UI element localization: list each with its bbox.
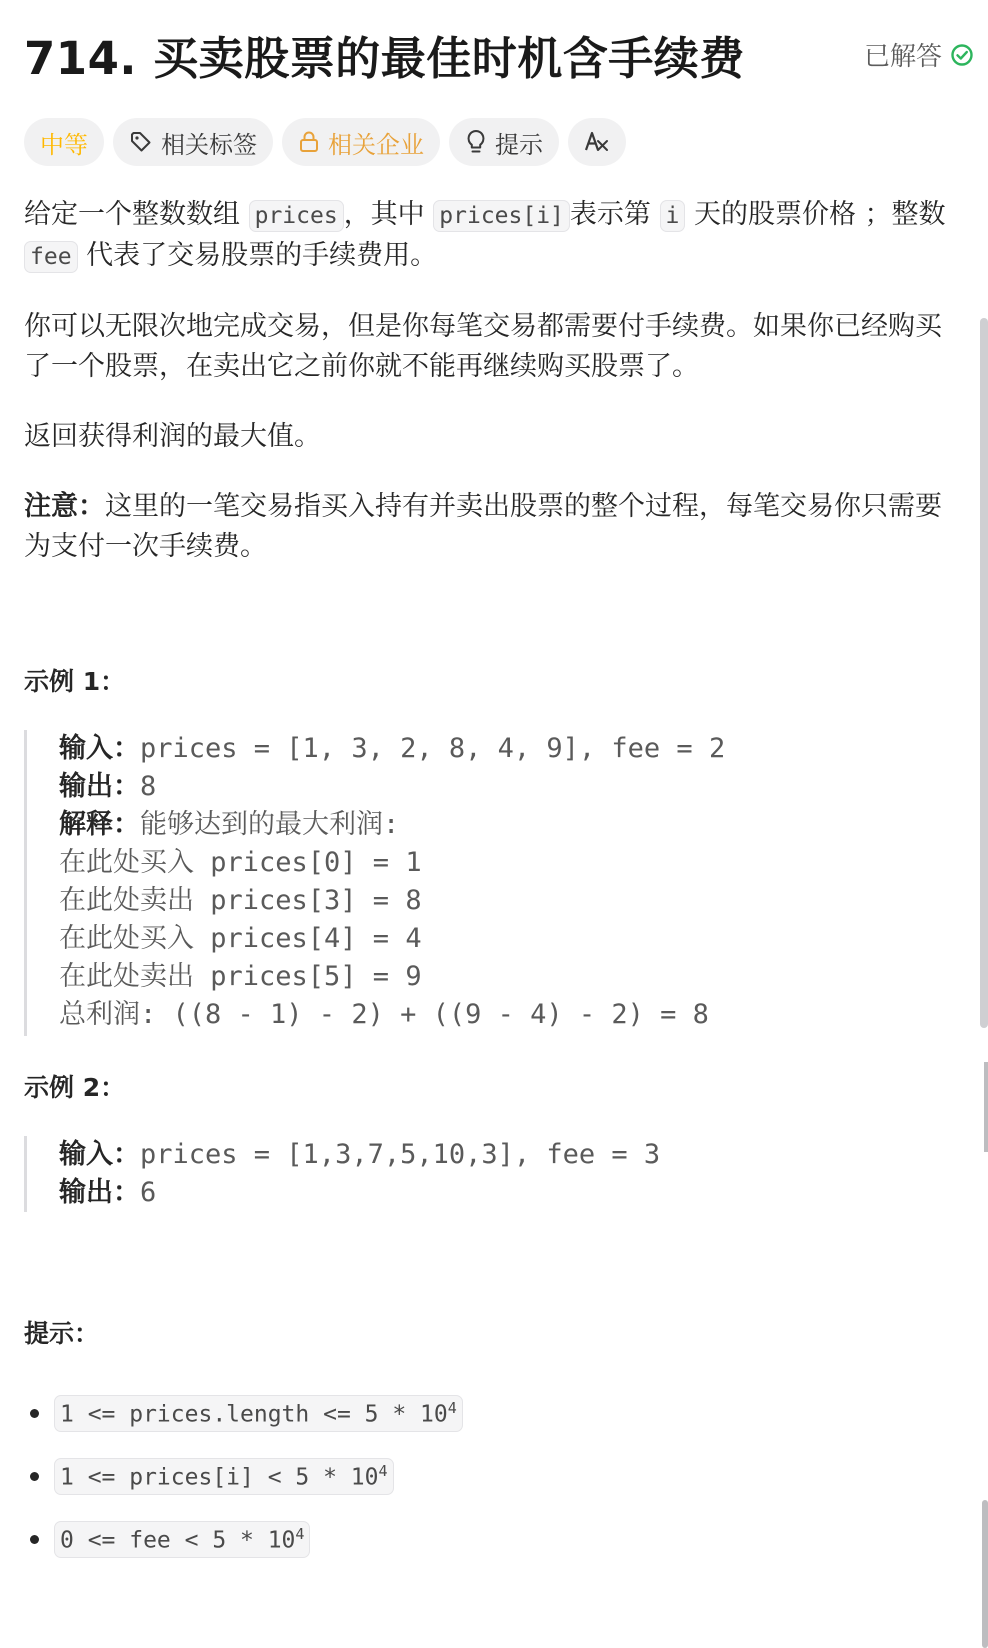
translate-icon: [584, 130, 610, 154]
statement-note: [24, 487, 954, 567]
example-1-title: 示例 1：: [24, 667, 126, 696]
header: [24, 22, 974, 92]
solved-label: 已解答: [863, 42, 942, 72]
scrollbar-segment-lower[interactable]: [982, 1500, 988, 1648]
constraint-item: [24, 1382, 463, 1445]
constraints-list: [24, 1382, 463, 1571]
difficulty-badge: 中等: [24, 118, 104, 166]
note-label: 注意：: [24, 491, 105, 522]
code-fee: fee: [24, 241, 78, 273]
statement-paragraph-2: 你可以无限次地完成交易，但是你每笔交易都需要付手续费。如果你已经购买了一个股票，在卖出它之前你就不能再继续购买股票了。: [24, 311, 942, 382]
statement-paragraph-1: 给定一个整数数组 prices ，其中 prices[i] 表示第 i 天的股票价格 ；整数 fee 代表了交易股票的手续费用。: [24, 199, 946, 271]
problem-statement: [24, 195, 954, 597]
code-prices-i: prices[i]: [433, 200, 570, 232]
constraint-code: 1 <= prices[i] < $5 * 10^4$: [54, 1458, 394, 1495]
constraint-item: [24, 1445, 463, 1508]
scrollbar-segment[interactable]: [984, 1062, 988, 1152]
bullet: [30, 1472, 39, 1481]
problem-title[interactable]: 714. 买卖股票的最佳时机含手续费: [24, 32, 745, 85]
code-prices: prices: [249, 200, 344, 232]
bullet: [30, 1409, 39, 1418]
code-i: i: [660, 200, 686, 232]
hints-tag-button[interactable]: [449, 118, 559, 166]
bullet: [30, 1535, 39, 1544]
check-circle-icon: [950, 43, 974, 67]
tag-icon: [129, 130, 153, 154]
constraint-item: [24, 1508, 463, 1571]
constraints-title: 提示：: [24, 1319, 100, 1348]
constraint-code: 1 <= prices.length <= $5 * 10^4$: [54, 1395, 463, 1432]
solved-status: [864, 36, 974, 73]
example-2-title: 示例 2：: [24, 1073, 126, 1102]
vertical-scrollbar[interactable]: [980, 318, 988, 1028]
constraint-code: 0 <= fee < $5 * 10^4$: [54, 1521, 310, 1558]
translate-button[interactable]: [568, 118, 626, 166]
note-text: 这里的一笔交易指买入持有并卖出股票的整个过程，每笔交易你只需要为支付一次手续费。: [24, 491, 942, 562]
lock-icon: [298, 130, 320, 154]
example-1-block: 输入：prices = [1, 3, 2, 8, 4, 9], fee = 2 输出：8 解释：能够达到的最大利润: 在此处买入 prices[0] = 1 在此处卖出 prices[3] = 8 在此处买入 prices[4] = 4 在此处卖出 prices[5] = 9 总利润: ((8 - 1) - 2) + ((9 - 4) - 2) = 8: [24, 730, 725, 1036]
companies-tag-button[interactable]: [282, 118, 440, 166]
statement-paragraph-3: 返回获得利润的最大值。: [24, 421, 321, 452]
tag-bar: [24, 118, 626, 166]
companies-tag-label: 相关企业: [328, 130, 424, 159]
topics-tag-button[interactable]: [113, 118, 273, 166]
example-2-block: 输入：prices = [1,3,7,5,10,3], fee = 3 输出：6: [24, 1136, 660, 1212]
topics-tag-label: 相关标签: [161, 130, 257, 159]
hints-tag-label: 提示: [495, 130, 543, 159]
lightbulb-icon: [465, 129, 487, 155]
